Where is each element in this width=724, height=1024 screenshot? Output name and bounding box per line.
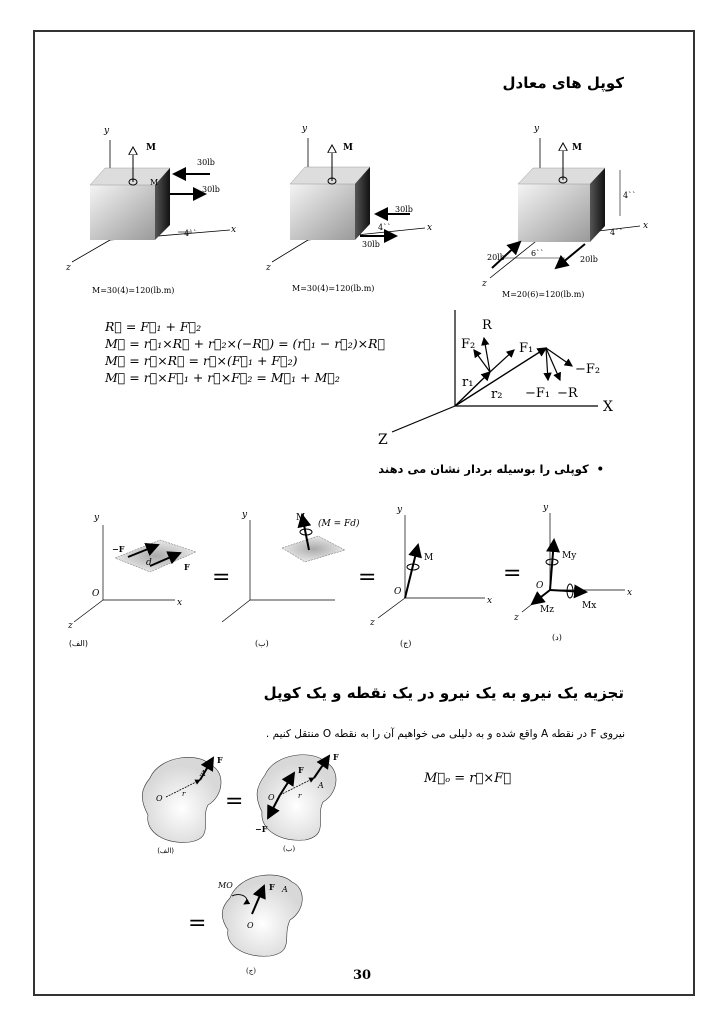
vec-label-F2: F₂ xyxy=(461,337,476,352)
fig1-force-bottom: 30lb xyxy=(202,185,220,194)
equals-1: = xyxy=(212,565,231,590)
vec-label-negR: −R xyxy=(557,386,578,401)
dal-axis-y: y xyxy=(543,503,549,513)
section-title-decomposition: تجزیه یک نیرو به یک نیرو در یک نقطه و یک کوپل xyxy=(263,684,624,702)
vec-label-Z: Z xyxy=(378,432,388,448)
vec-label-r2: r₂ xyxy=(491,387,503,402)
fig1-axis-z: z xyxy=(66,263,71,273)
vec-label-R: R xyxy=(482,318,492,333)
fig3-axis-z: z xyxy=(482,279,487,289)
be-F-label-2: F xyxy=(298,765,304,775)
be-A-label: A xyxy=(318,781,324,790)
dal-My: My xyxy=(562,551,577,561)
equation-1: R⃗ = F⃗₁ + F⃗₂ xyxy=(105,319,202,334)
alef-F-label: F xyxy=(217,755,223,765)
vec-label-r1: r₁ xyxy=(462,375,474,390)
alef-origin: O xyxy=(92,589,100,599)
fig1-axis-x: x xyxy=(231,225,237,235)
fig3-dim-6: 6`` xyxy=(531,249,545,258)
fig3-axis-x: x xyxy=(643,221,649,231)
jim-origin: O xyxy=(394,587,402,597)
fig2-axis-y: y xyxy=(302,124,308,134)
fig3-axis-y: y xyxy=(534,124,540,134)
fig2-force-bottom: 30lb xyxy=(362,240,380,249)
section-title-equivalent-couples: کوپل های معادل xyxy=(502,74,624,92)
alef-axis-y: y xyxy=(94,513,100,523)
jim-F-label: F xyxy=(269,882,275,892)
caption-alef: (الف) xyxy=(68,639,88,648)
dal-axis-x: x xyxy=(627,588,633,598)
be-M: M xyxy=(296,513,306,523)
jim-M: M xyxy=(424,553,434,563)
fig3-force-right: 20lb xyxy=(580,255,598,264)
decomp-figure-be xyxy=(255,752,339,853)
caption-be: (ب) xyxy=(255,639,269,648)
dal-origin: O xyxy=(536,581,544,591)
be-axis-y: y xyxy=(242,510,248,520)
bullet-text: کوپلی را بوسیله بردار نشان می دهند xyxy=(378,462,589,476)
jim-axis-z: z xyxy=(370,618,375,628)
decomp-figure-alef xyxy=(142,755,223,855)
alef-O-label: O xyxy=(156,794,163,803)
be-F-label: F xyxy=(333,752,339,762)
jim-Mo-label: MO xyxy=(218,881,233,890)
caption-jim: (ج) xyxy=(400,639,412,648)
alef-negF: −F xyxy=(112,544,125,554)
dal-axis-z: z xyxy=(514,613,519,623)
jim-axis-y: y xyxy=(397,505,403,515)
fig2-caption: M=30(4)=120(lb.m) xyxy=(292,284,375,293)
fig3-caption: M=20(6)=120(lb.m) xyxy=(502,290,585,299)
equation-3: M⃗ = r⃗×R⃗ = r⃗×(F⃗₁ + F⃗₂) xyxy=(105,353,298,368)
vec-label-X: X xyxy=(603,399,613,415)
alef-axis-z: z xyxy=(68,621,73,631)
dal-Mz: Mz xyxy=(540,605,554,615)
decomp-equals-1: = xyxy=(225,789,244,814)
equals-3: = xyxy=(503,561,522,586)
fig3-dim-4b: 4`` xyxy=(610,228,624,237)
fig1-dim: 4`` xyxy=(184,229,198,238)
jim-A-label: A xyxy=(282,885,288,894)
fig2-moment-label: M xyxy=(343,143,353,153)
be-r-label: r xyxy=(298,792,302,800)
decomp-caption-be: (ب) xyxy=(283,845,296,853)
decomp-caption-jim: (ج) xyxy=(246,967,256,975)
fig1-caption: M=30(4)=120(lb.m) xyxy=(92,286,175,295)
jim-axis-x: x xyxy=(487,596,493,606)
alef-axis-x: x xyxy=(177,598,183,608)
fig1-force-top: 30lb xyxy=(197,158,215,167)
fig3-moment-label: M xyxy=(572,143,582,153)
fig3-dim-4: 4`` xyxy=(623,191,637,200)
alef-F: F xyxy=(184,562,190,572)
fig1-axis-y: y xyxy=(104,126,110,136)
fig2-axis-z: z xyxy=(266,263,271,273)
be-negF-label: −F xyxy=(255,824,268,834)
paragraph-text: نیروی F در نقطه A واقع شده و به دلیلی می خواهیم آن را به نقطه O منتقل کنیم . xyxy=(265,728,625,740)
dal-Mx: Mx xyxy=(582,601,597,611)
vec-label-negF1: −F₁ xyxy=(525,386,551,401)
alef-d: d xyxy=(146,558,152,568)
vec-label-negF2: −F₂ xyxy=(575,362,601,377)
decomp-equals-2: = xyxy=(188,911,207,936)
moment-equation: M⃗ₒ = r⃗×F⃗ xyxy=(424,771,512,786)
fig3-force-left: 20lb xyxy=(487,253,505,262)
caption-dal: (د) xyxy=(552,633,562,642)
be-O-label: O xyxy=(268,793,275,802)
equals-2: = xyxy=(358,565,377,590)
fig2-dim: 4`` xyxy=(378,223,392,232)
fig1-moment-label: M xyxy=(146,143,156,153)
page-number: 30 xyxy=(353,968,372,983)
be-M-formula: (M = Fd) xyxy=(318,519,360,529)
equation-4: M⃗ = r⃗×F⃗₁ + r⃗×F⃗₂ = M⃗₁ + M⃗₂ xyxy=(105,370,340,385)
decomp-caption-alef: (الف) xyxy=(157,847,174,855)
fig1-moment-label-2: M xyxy=(150,178,159,187)
vec-label-F1: F₁ xyxy=(519,341,534,356)
alef-r-label: r xyxy=(182,790,186,798)
fig2-force-top: 30lb xyxy=(395,205,413,214)
bullet-dot: • xyxy=(588,462,604,476)
fig2-axis-x: x xyxy=(427,223,433,233)
jim-O-label: O xyxy=(247,921,254,930)
equation-2: M⃗ = r⃗₁×R⃗ + r⃗₂×(−R⃗) = (r⃗₁ − r⃗₂)×R⃗ xyxy=(105,336,386,351)
decomp-figure-jim xyxy=(217,875,302,975)
alef-A-label: A xyxy=(200,769,206,778)
